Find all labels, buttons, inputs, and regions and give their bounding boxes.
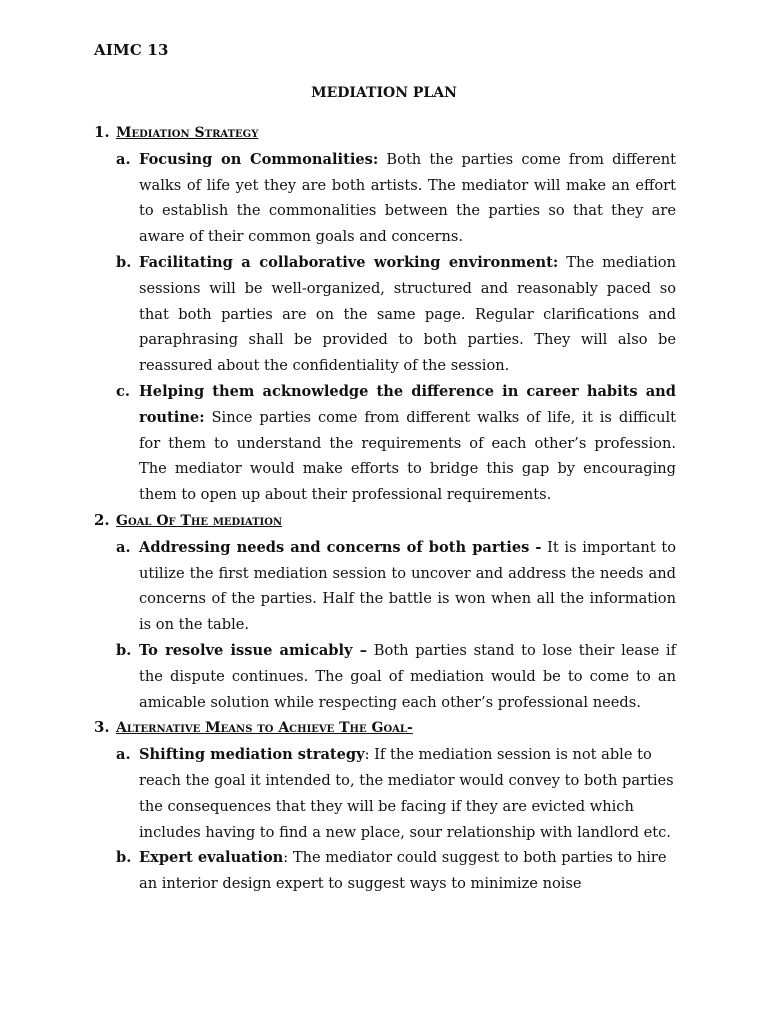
list-item xyxy=(116,742,676,845)
section-heading: Mediation Strategy xyxy=(116,125,259,141)
item-text: The mediation sessions will be well-organized, structured and reasonably paced so that both parties are on the same page. Regular clarifications and paraphrasing shall be provided to both parties. They will also be reassured about the confidentiality of the session. xyxy=(139,253,676,375)
item-lead: To resolve issue amicably – xyxy=(139,641,367,659)
item-text: Since parties come from different walks of life, it is difficult for them to understand the requirements of each other’s profession. The mediator would make efforts to bridge this gap by encouraging them to open up about their professional requirements. xyxy=(139,408,676,504)
section-heading: Alternative Means to Achieve The Goal- xyxy=(116,720,413,737)
list-item xyxy=(116,379,676,508)
item-lead: Focusing on Commonalities: xyxy=(139,150,379,168)
section-goal-of-mediation xyxy=(94,508,676,715)
item-lead: Facilitating a collaborative working environment: xyxy=(139,253,559,271)
item-text: It is important to utilize the first mediation session to uncover and address the needs and concerns of the parties. Half the battle is won when all the information is on the table. xyxy=(139,538,676,634)
item-text: : The mediator could suggest to both parties to hire an interior design expert to suggest ways to minimize noise xyxy=(139,849,667,893)
item-marker: b. xyxy=(116,849,132,867)
item-marker: b. xyxy=(116,253,132,271)
section-heading: Goal Of The mediation xyxy=(116,512,283,529)
section-alternative-means xyxy=(94,715,676,897)
item-lead: Expert evaluation xyxy=(139,849,284,867)
item-text: Both parties stand to lose their lease if the dispute continues. The goal of mediation would be to come to an amicable solution while respecting each other’s professional needs. xyxy=(139,641,676,711)
page-title: MEDIATION PLAN xyxy=(311,85,457,101)
item-lead: Addressing needs and concerns of both parties - xyxy=(139,538,542,556)
document-body xyxy=(94,120,676,897)
item-marker: a. xyxy=(116,150,131,168)
item-marker: c. xyxy=(116,382,130,400)
section-number: 2. xyxy=(94,510,110,529)
section-mediation-strategy xyxy=(94,120,676,508)
list-item xyxy=(116,250,676,379)
section-number: 3. xyxy=(94,718,110,737)
list-item xyxy=(116,845,676,897)
item-text: Both the parties come from different walks of life yet they are both artists. The mediator will make an effort to establish the commonalities between the parties so that they are aware of their common goals and concerns. xyxy=(139,150,676,246)
list-item xyxy=(116,147,676,250)
section-number: 1. xyxy=(94,123,110,141)
item-marker: a. xyxy=(116,746,131,764)
item-marker: b. xyxy=(116,641,132,659)
list-item xyxy=(116,638,676,715)
item-marker: a. xyxy=(116,538,131,556)
item-lead: Shifting mediation strategy xyxy=(139,746,365,764)
item-lead: Helping them acknowledge the difference in career habits and routine: xyxy=(139,382,676,426)
course-code: AIMC 13 xyxy=(94,41,169,59)
item-text: : If the mediation session is not able to reach the goal it intended to, the mediator would convey to both parties the consequences that they will be facing if they are evicted which includes having to find a new place, sour relationship with landlord etc. xyxy=(139,746,674,841)
list-item xyxy=(116,535,676,638)
